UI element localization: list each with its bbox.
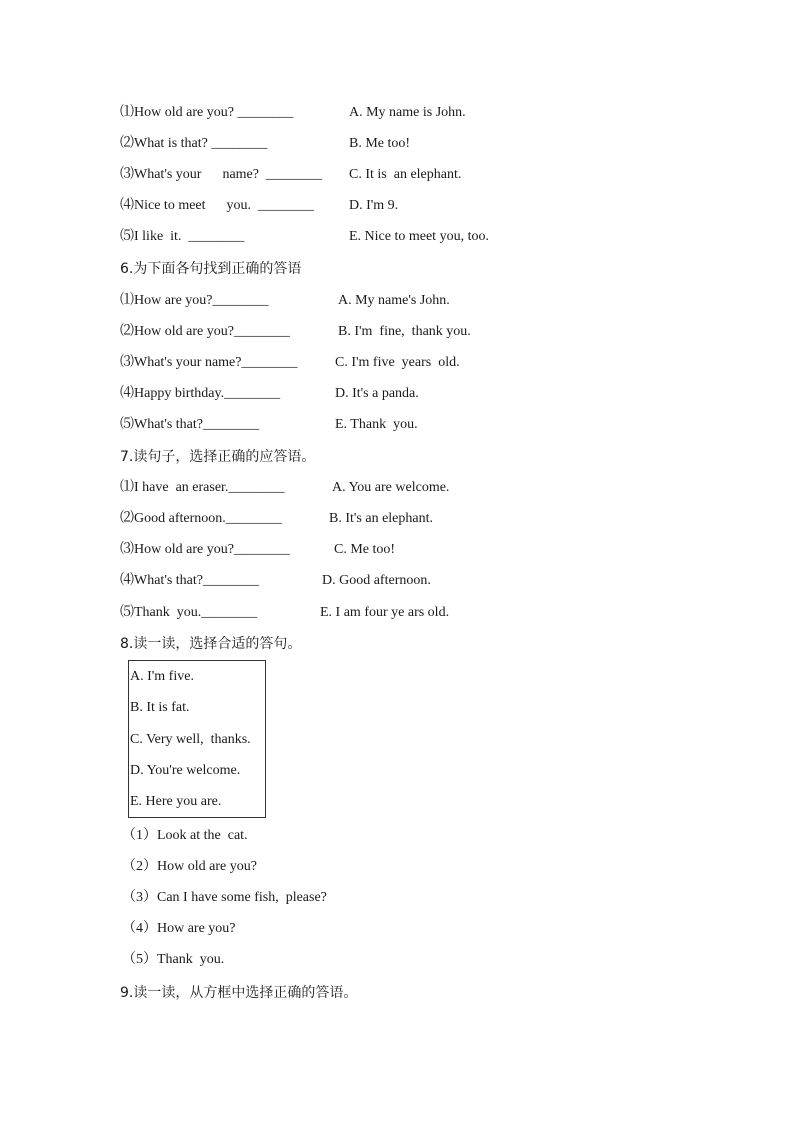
option-a: A. I'm five. — [130, 669, 194, 684]
s6-q4: ⑷Happy birthday.________ — [120, 386, 281, 401]
s5-a4: D. I'm 9. — [349, 198, 399, 213]
s5-a2: B. Me too! — [349, 136, 411, 151]
s8-q5: （5）Thank you. — [122, 952, 225, 967]
s6-a4: D. It's a panda. — [335, 386, 419, 401]
s6-a1: A. My name's John. — [338, 293, 450, 308]
s5-q2: ⑵What is that? ________ — [120, 136, 268, 151]
s6-q2: ⑵How old are you?________ — [120, 324, 290, 339]
s5-q1: ⑴How old are you? ________ — [120, 105, 294, 120]
s8-q3: （3）Can I have some fish, please? — [122, 890, 327, 905]
s6-a2: B. I'm fine, thank you. — [338, 324, 471, 339]
section7-title: 7.读句子，选择正确的应答语。 — [120, 449, 316, 465]
s6-q3: ⑶What's your name?________ — [120, 355, 298, 370]
s7-a4: D. Good afternoon. — [322, 573, 431, 588]
option-b: B. It is fat. — [130, 700, 190, 715]
section8-title: 8.读一读，选择合适的答句。 — [120, 636, 302, 652]
s5-q3: ⑶What's your name? ________ — [120, 167, 322, 182]
option-d: D. You're welcome. — [130, 763, 241, 778]
section9-title: 9.读一读，从方框中选择正确的答语。 — [120, 985, 358, 1001]
s6-q1: ⑴How are you?________ — [120, 293, 269, 308]
s5-a3: C. It is an elephant. — [349, 167, 462, 182]
s6-q5: ⑸What's that?________ — [120, 417, 259, 432]
s8-q1: （1）Look at the cat. — [122, 828, 248, 843]
s7-q5: ⑸Thank you.________ — [120, 605, 258, 620]
s7-a2: B. It's an elephant. — [329, 511, 433, 526]
s7-a5: E. I am four ye ars old. — [320, 605, 450, 620]
s7-q2: ⑵Good afternoon.________ — [120, 511, 282, 526]
s7-q3: ⑶How old are you?________ — [120, 542, 290, 557]
section6-title: 6.为下面各句找到正确的答语 — [120, 261, 302, 277]
s7-a1: A. You are welcome. — [332, 480, 450, 495]
s8-q4: （4）How are you? — [122, 921, 236, 936]
s6-a5: E. Thank you. — [335, 417, 418, 432]
s5-a5: E. Nice to meet you, too. — [349, 229, 489, 244]
s8-q2: （2）How old are you? — [122, 859, 257, 874]
s5-a1: A. My name is John. — [349, 105, 466, 120]
option-c: C. Very well, thanks. — [130, 732, 251, 747]
s5-q5: ⑸I like it. ________ — [120, 229, 245, 244]
s5-q4: ⑷Nice to meet you. ________ — [120, 198, 315, 213]
s6-a3: C. I'm five years old. — [335, 355, 460, 370]
s7-a3: C. Me too! — [334, 542, 396, 557]
s7-q4: ⑷What's that?________ — [120, 573, 259, 588]
option-e: E. Here you are. — [130, 794, 222, 809]
s7-q1: ⑴I have an eraser.________ — [120, 480, 285, 495]
